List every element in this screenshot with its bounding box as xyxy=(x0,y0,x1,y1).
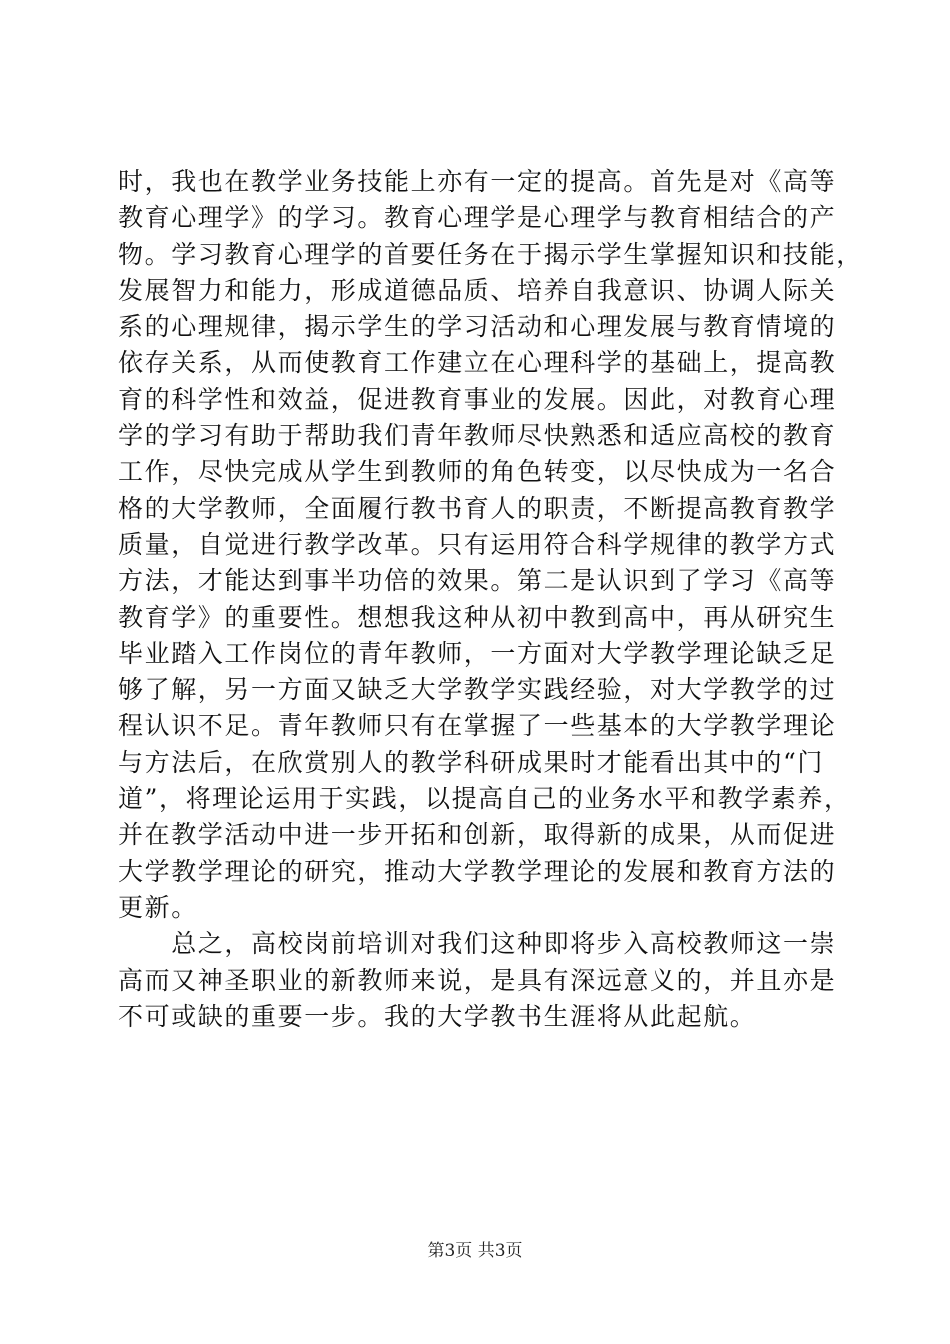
text-line: 教育学》的重要性。想想我这种从初中教到高中，再从研究生 xyxy=(118,602,837,632)
body-text xyxy=(118,164,863,1035)
text-line: 高而又神圣职业的新教师来说，是具有深远意义的，并且亦是 xyxy=(118,965,837,995)
text-line: 格的大学教师，全面履行教书育人的职责，不断提高教育教学 xyxy=(118,493,837,523)
text-line: 程认识不足。青年教师只有在掌握了一些基本的大学教学理论 xyxy=(118,711,837,741)
text-line: 发展智力和能力，形成道德品质、培养自我意识、协调人际关 xyxy=(118,275,837,305)
text-line: 学的学习有助于帮助我们青年教师尽快熟悉和适应高校的教育 xyxy=(118,421,837,451)
text-line: 工作，尽快完成从学生到教师的角色转变，以尽快成为一名合 xyxy=(118,457,837,487)
text-line: 总之，高校岗前培训对我们这种即将步入高校教师这一崇 xyxy=(118,929,837,959)
text-line: 依存关系，从而使教育工作建立在心理科学的基础上，提高教 xyxy=(118,348,837,378)
text-line: 育的科学性和效益，促进教育事业的发展。因此，对教育心理 xyxy=(118,384,837,414)
text-line: 方法，才能达到事半功倍的效果。第二是认识到了学习《高等 xyxy=(118,566,837,596)
text-line: 够了解，另一方面又缺乏大学教学实践经验，对大学教学的过 xyxy=(118,675,837,705)
text-line: 时，我也在教学业务技能上亦有一定的提高。首先是对《高等 xyxy=(118,167,837,196)
text-line: 质量，自觉进行教学改革。只有运用符合科学规律的教学方式 xyxy=(118,529,837,559)
text-line: 更新。 xyxy=(118,892,198,922)
text-line: 并在教学活动中进一步开拓和创新，取得新的成果，从而促进 xyxy=(118,820,837,850)
text-line: 与方法后，在欣赏别人的教学科研成果时才能看出其中的“门 xyxy=(118,747,824,777)
text-line: 不可或缺的重要一步。我的大学教书生涯将从此起航。 xyxy=(118,1001,757,1031)
text-line: 道”，将理论运用于实践，以提高自己的业务水平和教学素养， xyxy=(118,784,851,814)
text-line: 教育心理学》的学习。教育心理学是心理学与教育相结合的产 xyxy=(118,203,837,233)
page-number-footer: 第3页 共3页 xyxy=(427,1241,523,1261)
text-line: 系的心理规律，揭示学生的学习活动和心理发展与教育情境的 xyxy=(118,312,837,342)
text-line: 大学教学理论的研究，推动大学教学理论的发展和教育方法的 xyxy=(118,856,837,886)
text-line: 物。学习教育心理学的首要任务在于揭示学生掌握知识和技能， xyxy=(118,239,863,269)
text-line: 毕业踏入工作岗位的青年教师，一方面对大学教学理论缺乏足 xyxy=(118,638,837,668)
